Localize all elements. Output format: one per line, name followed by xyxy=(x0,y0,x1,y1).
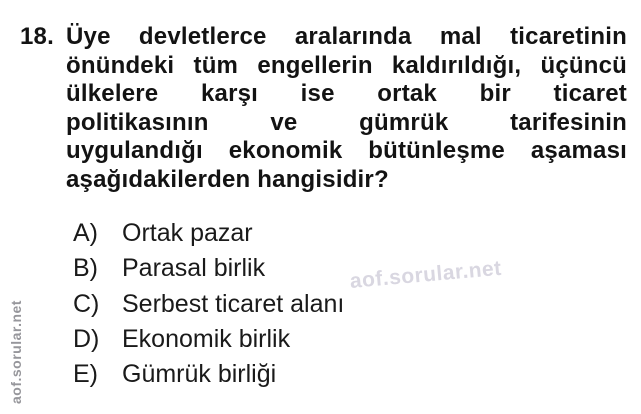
question-number: 18. xyxy=(20,23,54,50)
option-text: Parasal birlik xyxy=(122,254,266,283)
question-line: politikasının ve gümrük tarifesinin xyxy=(66,108,627,136)
option-letter: E) xyxy=(73,360,98,389)
option-row-a xyxy=(73,216,523,251)
option-letter: B) xyxy=(73,254,98,283)
option-row-e xyxy=(73,357,523,392)
question-block xyxy=(20,23,627,194)
question-line: uygulandığı ekonomik bütünleşme aşaması xyxy=(66,137,627,164)
option-letter: C) xyxy=(73,289,100,318)
question-line: Üye devletlerce aralarında mal ticaretinin xyxy=(66,23,627,50)
option-letter: D) xyxy=(73,324,100,353)
question-line: önündeki tüm engellerin kaldırıldığı, üçüncü xyxy=(66,51,627,79)
option-row-d xyxy=(73,322,523,357)
option-text: Ekonomik birlik xyxy=(122,324,291,353)
options-list xyxy=(73,216,523,392)
option-text: Serbest ticaret alanı xyxy=(122,289,345,318)
question-text xyxy=(66,23,627,194)
option-row-c xyxy=(73,287,523,322)
question-line: ülkelere karşı ise ortak bir ticaret xyxy=(66,80,627,107)
question-line: aşağıdakilerden hangisidir? xyxy=(66,165,389,193)
option-text: Ortak pazar xyxy=(122,219,253,247)
option-letter: A) xyxy=(73,219,98,247)
option-text: Gümrük birliği xyxy=(122,360,277,389)
watermark-center: aof.sorular.net xyxy=(348,256,503,293)
watermark-left-vertical: aof.sorular.net xyxy=(8,300,24,404)
